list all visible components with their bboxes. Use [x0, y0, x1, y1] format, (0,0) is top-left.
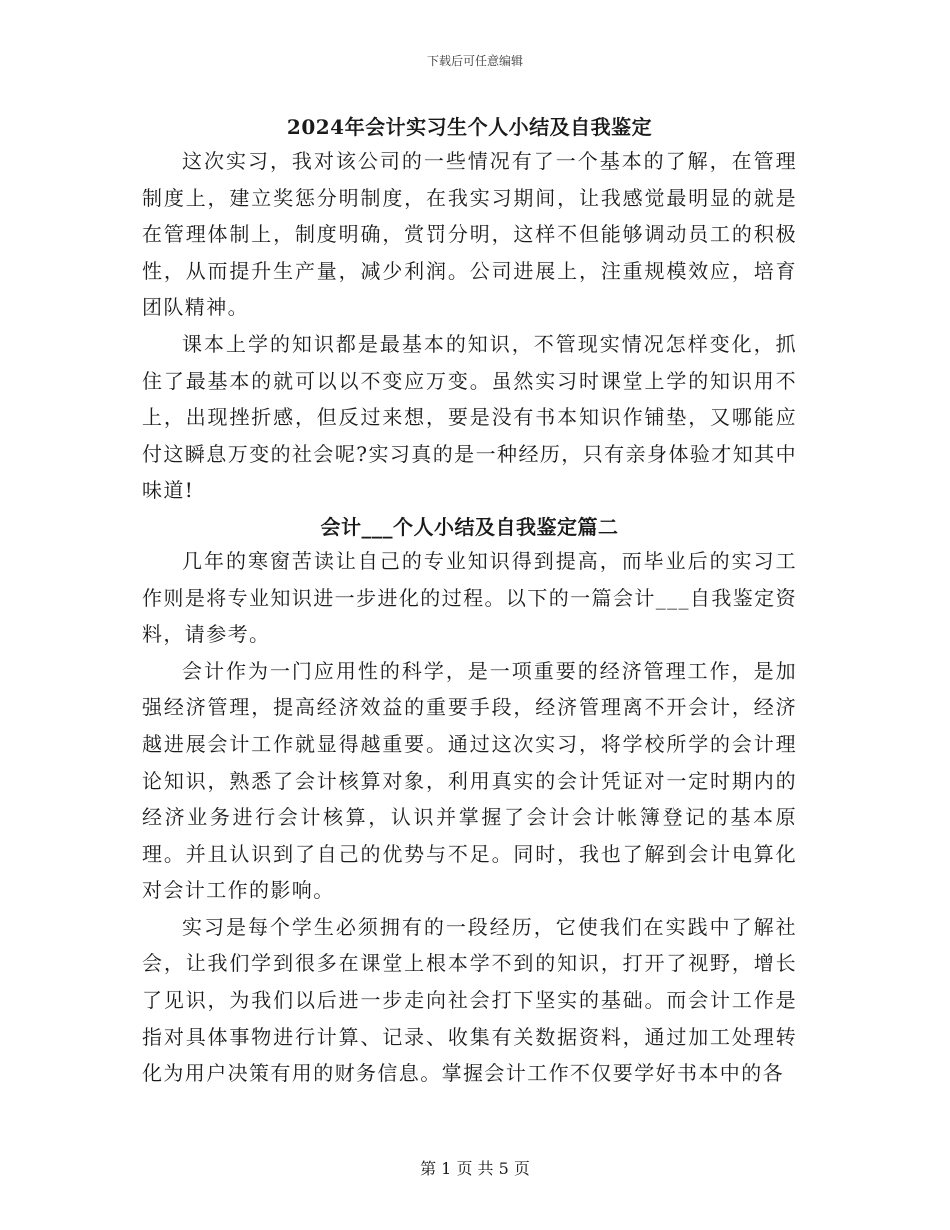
- document-body: [142, 112, 797, 1092]
- paragraph: 几年的寒窗苦读让自己的专业知识得到提高，而毕业后的实习工作则是将专业知识进一步进化的过程。以下的一篇会计___自我鉴定资料，请参考。: [142, 548, 797, 647]
- page-footer: 第 1 页 共 5 页: [420, 1159, 530, 1178]
- paragraph: 课本上学的知识都是最基本的知识，不管现实情况怎样变化，抓住了最基本的就可以以不变应万变。虽然实习时课堂上学的知识用不上，出现挫折感，但反过来想，要是没有书本知识作铺垫，又哪能应付这瞬息万变的社会呢?实习真的是一种经历，只有亲身体验才知其中味道!: [142, 331, 797, 503]
- document-title: 2024年会计实习生个人小结及自我鉴定: [286, 115, 653, 139]
- section-subtitle: 会计___个人小结及自我鉴定篇二: [320, 514, 619, 539]
- header-note: 下载后可任意编辑: [426, 54, 523, 68]
- paragraph: 会计作为一门应用性的科学，是一项重要的经济管理工作，是加强经济管理，提高经济效益的重要手段，经济管理离不开会计，经济越进展会计工作就显得越重要。通过这次实习，将学校所学的会计理论知识，熟悉了会计核算对象，利用真实的会计凭证对一定时期内的经济业务进行会计核算，认识并掌握了会计会计帐簿登记的基本原理。并且认识到了自己的优势与不足。同时，我也了解到会计电算化对会计工作的影响。: [142, 658, 797, 903]
- paragraph: 这次实习，我对该公司的一些情况有了一个基本的了解，在管理制度上，建立奖惩分明制度，在我实习期间，让我感觉最明显的就是在管理体制上，制度明确，赏罚分明，这样不但能够调动员工的积极性，从而提升生产量，减少利润。公司进展上，注重规模效应，培育团队精神。: [142, 149, 797, 320]
- paragraph: 实习是每个学生必须拥有的一段经历，它使我们在实践中了解社会，让我们学到很多在课堂上根本学不到的知识，打开了视野，增长了见识，为我们以后进一步走向社会打下坚实的基础。而会计工作是指对具体事物进行计算、记录、收集有关数据资料，通过加工处理转化为用户决策有用的财务信息。掌握会计工作不仅要学好书本中的各: [142, 914, 797, 1086]
